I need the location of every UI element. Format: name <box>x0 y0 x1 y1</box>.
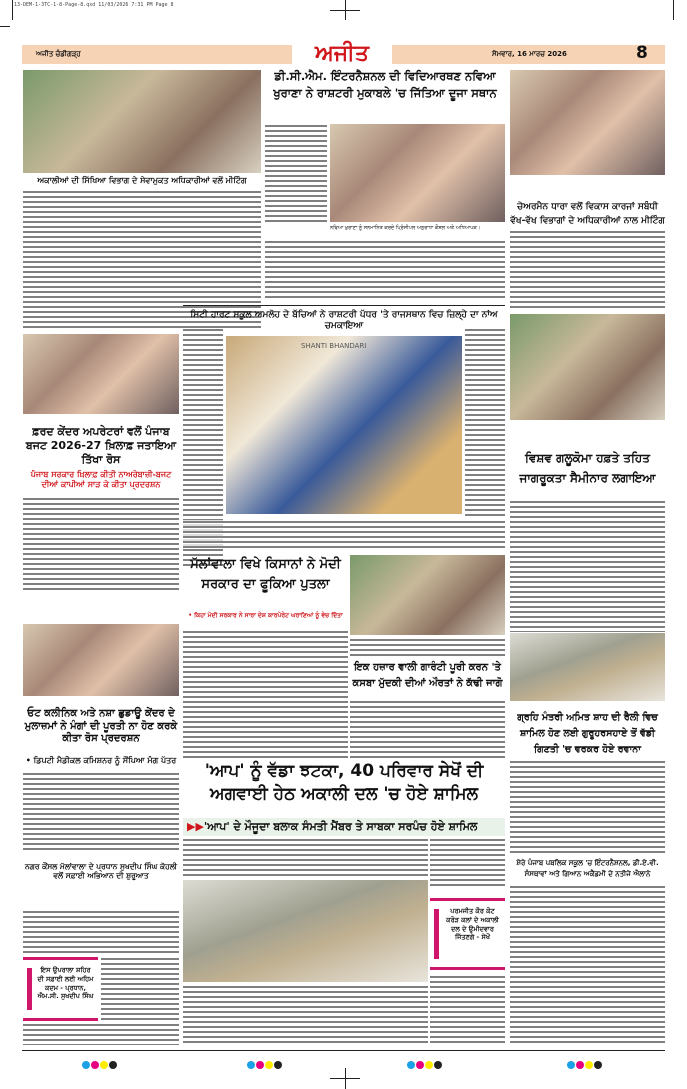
article-body <box>183 630 348 758</box>
article-body <box>350 700 505 758</box>
article-body <box>465 328 505 518</box>
article-body <box>510 500 665 632</box>
registration-mark <box>345 1068 346 1089</box>
photo-jaago <box>350 555 505 635</box>
article-body <box>265 240 505 300</box>
photo-akali-joining <box>183 880 428 982</box>
article-body <box>510 885 665 1045</box>
photo-rally <box>510 633 665 701</box>
photo-fard <box>23 334 179 414</box>
registration-mark <box>345 0 346 20</box>
arrow-icon: ▶▶ <box>187 820 204 833</box>
color-registration-bar <box>22 1050 665 1060</box>
subhead-s5: ਪੰਜਾਬ ਸਰਕਾਰ ਖ਼ਿਲਾਫ਼ ਕੀਤੀ ਨਾਅਰੇਬਾਜ਼ੀ-ਬਜਟ ਦੀਆਂ ਕਾਪੀਆਂ ਸਾੜ ਕੇ ਕੀਤਾ ਪ੍ਰਦਰਸ਼ਨ <box>30 470 172 489</box>
divider <box>183 305 505 306</box>
headline-s10: ਗ੍ਰਹਿ ਮੰਤਰੀ ਅਮਿਤ ਸ਼ਾਹ ਦੀ ਰੈਲੀ ਵਿਚ ਸ਼ਾਮਿਲ ਹੋਣ ਲਈ ਗੁਰੂਹਰਸਹਾਏ ਤੋਂ ਵੱਡੀ ਗਿਣਤੀ 'ਚ ਵਰਕਰ ਹੋਏ ਰਵਾਨਾ <box>517 712 658 756</box>
headline-s5: ਫ਼ਰਦ ਕੇਂਦਰ ਅਪਰੇਟਰਾਂ ਵਲੋਂ ਪੰਜਾਬ ਬਜਟ 2026-27 ਖ਼ਿਲਾਫ਼ ਜਤਾਇਆ ਤਿੱਖਾ ਰੋਸ <box>25 425 177 466</box>
photo-glaucoma <box>510 314 665 420</box>
headline-s4: ਸਿਟੀ ਹਾਰਟ ਸਕੂਲ ਅਮਲੋਹ ਦੇ ਬੱਚਿਆਂ ਨੇ ਰਾਸ਼ਟਰੀ ਪੱਧਰ 'ਤੇ ਰਾਜਸਥਾਨ ਵਿਚ ਜ਼ਿਲ੍ਹੇ ਦਾ ਨਾਂਅ ਚਮਕਾਇਆ <box>190 310 498 332</box>
headline-s9: ਓਟ ਕਲੀਨਿਕ ਅਤੇ ਨਸ਼ਾ ਛੁਡਾਊ ਕੇਂਦਰ ਦੇ ਮੁਲਾਜ਼ਮਾਂ ਨੇ ਮੰਗਾਂ ਦੀ ਪੂਰਤੀ ਨਾ ਹੋਣ ਕਰਕੇ ਕੀਤਾ ਰੋਸ ਪ੍ਰਦਰਸ਼ਨ <box>24 708 178 744</box>
headline-s11: 'ਆਪ' ਨੂੰ ਵੱਡਾ ਝਟਕਾ, 40 ਪਰਿਵਾਰ ਸੇਖੋਂ ਦੀ ਅਗਵਾਈ ਹੇਠ ਅਕਾਲੀ ਦਲ 'ਚ ਹੋਏ ਸ਼ਾਮਿਲ <box>204 761 484 804</box>
subhead-s9: • ਡਿਪਟੀ ਮੈਡੀਕਲ ਕਮਿਸ਼ਨਰ ਨੂੰ ਸੌਂਪਿਆ ਮੰਗ ਪੱਤਰ <box>25 756 177 765</box>
photo-city-heart: SHANTI BHANDARI <box>226 336 462 514</box>
photo-navya <box>330 124 505 222</box>
print-slug: 13-DEM-1-3TC-1-8-Page-8.qxd 11/03/2026 7:31 PM Page 8 <box>14 2 174 8</box>
headline-s7: ਮੱਲਾਂਵਾਲਾ ਵਿਖੇ ਕਿਸਾਨਾਂ ਨੇ ਮੋਦੀ ਸਰਕਾਰ ਦਾ ਫੂਕਿਆ ਪੁਤਲਾ <box>190 557 341 593</box>
article-body <box>350 638 505 656</box>
headline-s6: ਵਿਸ਼ਵ ਗਲੂਕੋਮਾ ਹਫ਼ਤੇ ਤਹਿਤ ਜਾਗਰੂਕਤਾ ਸੈਮੀਨਾਰ ਲਗਾਇਆ <box>519 451 656 486</box>
article-body <box>183 838 428 878</box>
crop-mark <box>0 26 10 27</box>
photo-meeting <box>510 70 665 175</box>
crop-mark <box>673 0 674 20</box>
article-body <box>23 910 179 955</box>
crop-mark <box>12 0 13 20</box>
article-body <box>23 190 261 330</box>
article-body <box>265 124 327 222</box>
article-body <box>430 838 505 888</box>
page-number: 8 <box>636 43 648 63</box>
headline-s12: ਨਗਰ ਕੌਂਸਲ ਮੱਲਾਂਵਾਲਾ ਦੇ ਪ੍ਰਧਾਨ ਸੁਖਦੀਪ ਸਿੰਘ ਕੋਹਲੀ ਵਲੋਂ ਸਫ਼ਾਈ ਅਭਿਆਨ ਦੀ ਸ਼ੁਰੂਆਤ <box>24 862 178 881</box>
article-body <box>23 497 179 592</box>
article-body <box>430 975 505 1045</box>
article-body <box>510 230 665 310</box>
article-body <box>23 1023 179 1045</box>
issue-date: ਸੋਮਵਾਰ, 16 ਮਾਰਚ 2026 <box>492 50 567 58</box>
headline-s2: ਅਕਾਲੀਆਂ ਦੀ ਸਿੱਖਿਆ ਵਿਭਾਗ ਦੇ ਸੇਵਾਮੁਕਤ ਅਧਿਕਾਰੀਆਂ ਵਲੋਂ ਮੀਟਿੰਗ <box>37 176 247 185</box>
article-body <box>183 985 428 1045</box>
article-body <box>101 957 179 1022</box>
pull-quote-s12: ਇਸ ਉਪਰਾਲਾ ਸ਼ਹਿਰ ਦੀ ਸਫ਼ਾਈ ਲਈ ਅਹਿਮ ਕਦਮ - ਪ੍ਰਧਾਨ, ਐਮ.ਸੀ. ਸੁਖਦੀਪ ਸਿੰਘ <box>23 957 98 1021</box>
headline-s8: ਇਕ ਹਜ਼ਾਰ ਵਾਲੀ ਗਾਰੰਟੀ ਪੂਰੀ ਕਰਨ 'ਤੇ ਕਸਬਾ ਮੁੱਦਕੀ ਦੀਆਂ ਔਰਤਾਂ ਨੇ ਕੱਢੀ ਜਾਗੋ <box>352 662 503 689</box>
photo-group <box>23 70 261 173</box>
newspaper-logo: ਅਜੀਤ <box>292 40 392 66</box>
photo-caption: ਨਵਿਆ ਖੁਰਾਣਾ ਨੂੰ ਸਨਮਾਨਿਤ ਕਰਦੇ ਪ੍ਰਿੰਸੀਪਲ ਅਨੁਰਾਧਾ ਕੌਸ਼ਲ ਅਤੇ ਅਧਿਆਪਕ। <box>330 225 481 231</box>
article-body <box>510 760 665 855</box>
subhead-s11: ▶▶'ਆਪ' ਦੇ ਮੌਜੂਦਾ ਬਲਾਕ ਸੰਮਤੀ ਮੈਂਬਰ ਤੇ ਸਾਬਕਾ ਸਰਪੰਚ ਹੋਏ ਸ਼ਾਮਿਲ <box>183 818 505 836</box>
edition-label: ਅਜੀਤ ਚੰਡੀਗੜ੍ਹ <box>36 50 81 58</box>
headline-s1: ਡੀ.ਸੀ.ਐਮ. ਇੰਟਰਨੈਸ਼ਨਲ ਦੀ ਵਿਦਿਆਰਥਣ ਨਵਿਆ ਖੁਰਾਣਾ ਨੇ ਰਾਸ਼ਟਰੀ ਮੁਕਾਬਲੇ 'ਚ ਜਿੱਤਿਆ ਦੂਜਾ ਸਥਾਨ <box>265 68 505 101</box>
article-body <box>183 520 505 548</box>
subhead-s7: • ਕਿਹਾ ਮੋਦੀ ਸਰਕਾਰ ਨੇ ਸਾਰਾ ਦੇਸ਼ ਕਾਰਪੋਰੇਟ ਘਰਾਣਿਆਂ ਨੂੰ ਵੇਚ ਦਿੱਤਾ <box>188 612 343 619</box>
pull-quote-s11: ਪਰਮਜੀਤ ਕੌਰ ਕੋਟ ਕਰੋੜ ਕਲਾਂ ਦੇ ਅਕਾਲੀ ਦਲ ਦੇ ਉਮੀਦਵਾਰ ਜਿੱਤਣਗੇ - ਸੇਖੋਂ <box>430 898 505 970</box>
photo-ot-clinic <box>23 624 179 696</box>
headline-s13: ਸ਼ੇਰੇ ਪੰਜਾਬ ਪਬਲਿਕ ਸਕੂਲ 'ਚ ਇੰਟਰਨੈਸ਼ਨਲ, ਡੀ.ਏ.ਵੀ. ਸੰਸਥਾਵਾਂ ਅਤੇ ਗਿਆਨ ਅਕੈਡਮੀ ਦੇ ਨਤੀਜੇ ਐਲਾਨੇ <box>516 859 659 879</box>
article-body <box>23 772 179 852</box>
headline-s3: ਚੇਅਰਮੈਨ ਧਾਰਾ ਵਲੋਂ ਵਿਕਾਸ ਕਾਰਜਾਂ ਸਬੰਧੀ ਵੱਖ-ਵੱਖ ਵਿਭਾਗਾਂ ਦੇ ਅਧਿਕਾਰੀਆਂ ਨਾਲ ਮੀਟਿੰਗ <box>510 202 665 227</box>
